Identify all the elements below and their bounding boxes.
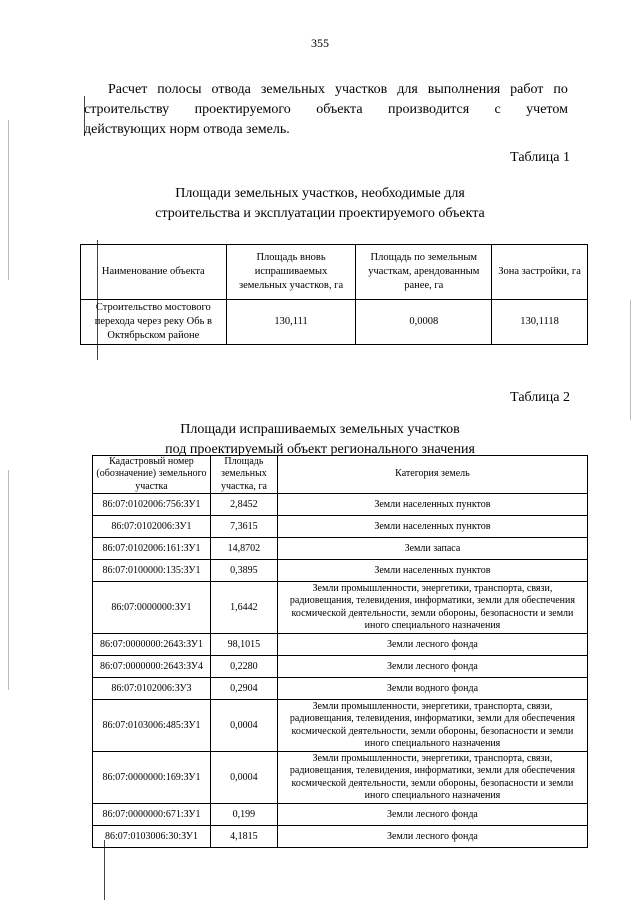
intro-word: выполнения xyxy=(427,82,501,97)
table-cell: 130,1118 xyxy=(492,300,588,345)
intro-word: строительству xyxy=(84,102,170,117)
table-row xyxy=(93,804,588,826)
area-cell: 0,3895 xyxy=(210,560,277,582)
table-row xyxy=(93,700,588,752)
table2-caption-line-1: Площади испрашиваемых земельных участков xyxy=(180,422,460,437)
area-cell: 14,8702 xyxy=(210,538,277,560)
scan-margin-line xyxy=(104,840,105,900)
cadastral-number-cell: 86:07:0102006:ЗУ3 xyxy=(93,678,211,700)
table2-caption xyxy=(0,420,640,460)
area-cell: 4,1815 xyxy=(210,826,277,848)
column-header: Категория земель xyxy=(277,456,587,494)
intro-word: работ xyxy=(510,82,544,97)
area-cell: 0,0004 xyxy=(210,700,277,752)
column-header: Площадь вновь испрашиваемых земельных участков, га xyxy=(226,245,356,300)
table-cell: 0,0008 xyxy=(356,300,492,345)
cadastral-number-cell: 86:07:0103006:30:ЗУ1 xyxy=(93,826,211,848)
cadastral-number-cell: 86:07:0000000:169:ЗУ1 xyxy=(93,752,211,804)
category-cell: Земли населенных пунктов xyxy=(277,516,587,538)
intro-word: участков xyxy=(334,82,388,97)
table1-caption xyxy=(0,184,640,224)
table-row xyxy=(93,752,588,804)
category-cell: Земли водного фонда xyxy=(277,678,587,700)
table2-caption-line-2: под проектируемый объект регионального значения xyxy=(165,442,475,457)
scan-edge-mark xyxy=(8,470,9,690)
category-cell: Земли промышленности, энергетики, транспорта, связи, радиовещания, телевидения, информатики, земли для обеспечения космической деятельности, земли обороны, безопасности и земли иного специального назначения xyxy=(277,752,587,804)
cadastral-number-cell: 86:07:0000000:ЗУ1 xyxy=(93,582,211,634)
cadastral-number-cell: 86:07:0102006:756:ЗУ1 xyxy=(93,494,211,516)
area-cell: 98,1015 xyxy=(210,634,277,656)
column-header: Площадь земельных участка, га xyxy=(210,456,277,494)
table-cell: Строительство мостового перехода через реку Обь в Октябрьском районе xyxy=(81,300,227,345)
area-cell: 0,199 xyxy=(210,804,277,826)
table-row xyxy=(93,538,588,560)
table-header-row xyxy=(93,456,588,494)
table-row xyxy=(93,656,588,678)
intro-word: отвода xyxy=(211,82,251,97)
category-cell: Земли запаса xyxy=(277,538,587,560)
cadastral-number-cell: 86:07:0102006:161:ЗУ1 xyxy=(93,538,211,560)
intro-line-1 xyxy=(84,80,568,100)
column-header: Площадь по земельным участкам, арендованным ранее, га xyxy=(356,245,492,300)
area-cell: 1,6442 xyxy=(210,582,277,634)
table-row xyxy=(93,560,588,582)
intro-word: учетом xyxy=(526,102,568,117)
table-row xyxy=(93,634,588,656)
table-cell: 130,111 xyxy=(226,300,356,345)
column-header: Наименование объекта xyxy=(81,245,227,300)
table2-label: Таблица 2 xyxy=(510,390,570,405)
table-row xyxy=(93,494,588,516)
area-cell: 0,0004 xyxy=(210,752,277,804)
intro-word: для xyxy=(397,82,418,97)
category-cell: Земли населенных пунктов xyxy=(277,494,587,516)
intro-word: по xyxy=(553,82,568,97)
cadastral-number-cell: 86:07:0100000:135:ЗУ1 xyxy=(93,560,211,582)
cadastral-number-cell: 86:07:0103006:485:ЗУ1 xyxy=(93,700,211,752)
cadastral-number-cell: 86:07:0102006:ЗУ1 xyxy=(93,516,211,538)
table-row xyxy=(93,678,588,700)
table-row xyxy=(93,826,588,848)
scan-edge-mark xyxy=(630,300,631,420)
cadastral-number-cell: 86:07:0000000:2643:ЗУ1 xyxy=(93,634,211,656)
page-number: 355 xyxy=(311,36,329,50)
intro-paragraph xyxy=(84,80,568,140)
category-cell: Земли населенных пунктов xyxy=(277,560,587,582)
category-cell: Земли лесного фонда xyxy=(277,656,587,678)
area-cell: 7,3615 xyxy=(210,516,277,538)
intro-line-2 xyxy=(84,100,568,120)
cadastral-number-cell: 86:07:0000000:671:ЗУ1 xyxy=(93,804,211,826)
table1-label: Таблица 1 xyxy=(510,150,570,165)
table1-caption-line-1: Площади земельных участков, необходимые для xyxy=(175,186,465,201)
intro-word: с xyxy=(494,102,501,117)
intro-word: земельных xyxy=(260,82,325,97)
category-cell: Земли лесного фонда xyxy=(277,804,587,826)
category-cell: Земли промышленности, энергетики, транспорта, связи, радиовещания, телевидения, информатики, земли для обеспечения космической деятельности, земли обороны, безопасности и земли иного специального назначения xyxy=(277,582,587,634)
table1-caption-line-2: строительства и эксплуатации проектируемого объекта xyxy=(155,206,485,221)
table-land-areas xyxy=(80,244,588,345)
intro-word: Расчет xyxy=(108,82,148,97)
table-row xyxy=(93,516,588,538)
intro-line-3: действующих норм отвода земель. xyxy=(84,122,290,137)
table-header-row xyxy=(81,245,588,300)
category-cell: Земли промышленности, энергетики, транспорта, связи, радиовещания, телевидения, информатики, земли для обеспечения космической деятельности, земли обороны, безопасности и земли иного специального назначения xyxy=(277,700,587,752)
area-cell: 0,2280 xyxy=(210,656,277,678)
intro-word: объекта xyxy=(316,102,363,117)
column-header: Кадастровый номер (обозначение) земельного участка xyxy=(93,456,211,494)
intro-word: полосы xyxy=(157,82,202,97)
table-row xyxy=(93,582,588,634)
cadastral-number-cell: 86:07:0000000:2643:ЗУ4 xyxy=(93,656,211,678)
intro-word: производится xyxy=(387,102,470,117)
category-cell: Земли лесного фонда xyxy=(277,826,587,848)
area-cell: 0,2904 xyxy=(210,678,277,700)
category-cell: Земли лесного фонда xyxy=(277,634,587,656)
table-row xyxy=(81,300,588,345)
area-cell: 2,8452 xyxy=(210,494,277,516)
intro-word: проектируемого xyxy=(194,102,291,117)
column-header: Зона застройки, га xyxy=(492,245,588,300)
table-requested-plots xyxy=(92,455,588,848)
